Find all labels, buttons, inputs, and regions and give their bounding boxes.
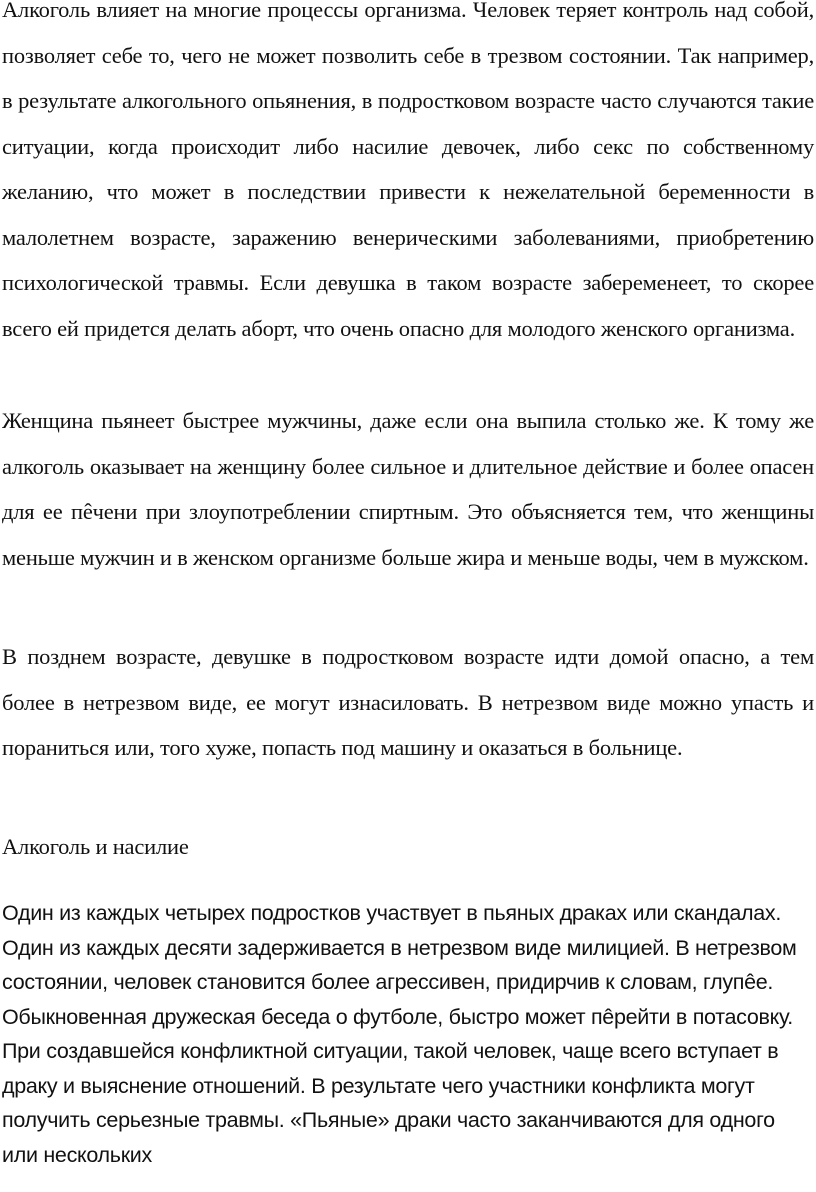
section-heading-alcohol-violence: Алкоголь и насилие (2, 834, 189, 859)
paragraph-women-intoxication: Женщина пьянеет быстрее мужчины, даже если она выпила столько же. К тому же алкоголь оказывает на женщину более сильное и длительное действие и более опасен для ее пêчени при злоупотреблении спиртным. Это объясняется тем, что женщины меньше мужчин и в женском организме больше жира и меньше воды, чем в мужском. (2, 408, 814, 570)
paragraph-alcohol-effects: Алкоголь влияет на многие процессы организма. Человек теряет контроль над собой, позволяет себе то, чего не может позволить себе в трезвом состоянии. Так например, в результате алкогольного опьянения, в подростковом возрасте часто случаются такие ситуации, когда происходит либо насилие девочек, либо секс по собственному желанию, что может в последствии привести к нежелательной беременности в малолетнем возрасте, заражению венерическими заболеваниями, приобретению психологической травмы. Если девушка в таком возрасте забеременеет, то скорее всего ей придется делать аборт, что очень опасно для молодого женского организма. (2, 0, 814, 341)
paragraph-drunk-fights: Один из каждых четырех подростков участвует в пьяных драках или скандалах. Один из каждых десяти задерживается в нетрезвом виде милицией. В нетрезвом состоянии, человек становится более агрессивен, придирчив к словам, глупêе. Обыкновенная дружеская беседа о футболе, быстро может пêрейти в потасовку. При создавшейся конфликтной ситуации, такой человек, чаще всего вступает в драку и выяснение отношений. В результате чего участники конфликта могут получить серьезные травмы. «Пьяные» драки часто заканчиваются для одного или нескольких (2, 901, 797, 1167)
paragraph-late-hours-danger: В позднем возрасте, девушке в подростковом возрасте идти домой опасно, а тем более в нетрезвом виде, ее могут изнасиловать. В нетрезвом виде можно упасть и пораниться или, того хуже, попасть под машину и оказаться в больнице. (2, 644, 814, 760)
